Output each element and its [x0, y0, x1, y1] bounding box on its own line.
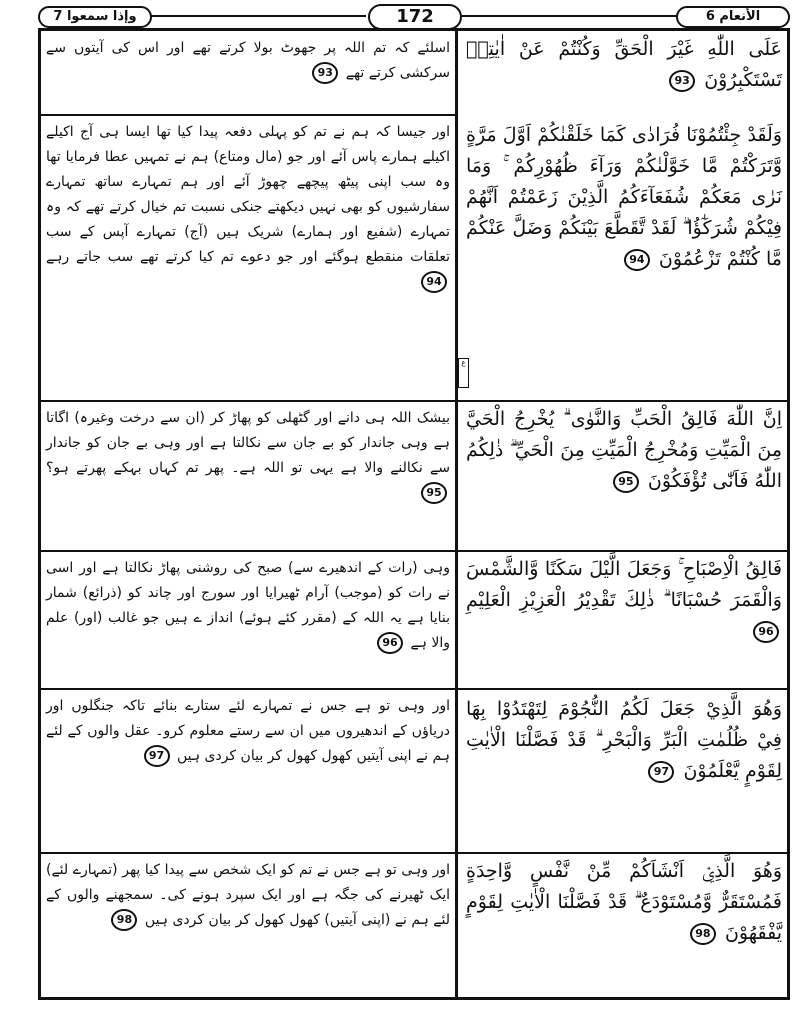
juz-label: وإذا سمعوا 7 [38, 6, 152, 28]
ayah-number-marker: 98 [111, 909, 137, 931]
verse-arabic: وَهُوَ الَّذِيْۤ اَنْشَاَكُمْ مِّنْ نَّفْسٍ وَّاحِدَةٍ فَمُسْتَقَرٌّ وَّمُسْتَوْدَعٌ ۗ قَدْ فَصَّلْنَا الْاٰيٰتِ لِقَوْمٍ يَّفْقَهُوْنَ 98 [466, 860, 782, 944]
ayah-number-marker: 94 [624, 249, 650, 271]
surah-label: الأنعام 6 [676, 6, 790, 28]
ayah-number-marker: 93 [312, 62, 338, 84]
header-rule-right [462, 15, 678, 17]
verse-arabic: عَلَى اللّٰهِ غَيْرَ الْحَقِّ وَكُنْتُمْ عَنْ اٰيٰتِهٖ تَسْتَكْبِرُوْنَ 93 [466, 38, 782, 91]
ayah-number-marker: 98 [690, 923, 716, 945]
ruku-margin-mark: ع [458, 358, 469, 388]
verse-arabic: اِنَّ اللّٰهَ فَالِقُ الْحَبِّ وَالنَّوٰى ۗ يُخْرِجُ الْحَيَّ مِنَ الْمَيِّتِ وَمُخْرِجُ الْمَيِّتِ مِنَ الْحَيِّ ۗ ذٰلِكُمُ اللّٰهُ فَاَنّٰى تُؤْفَكُوْنَ 95 [466, 408, 782, 492]
verse-arabic: وَهُوَ الَّذِيْ جَعَلَ لَكُمُ النُّجُوْمَ لِتَهْتَدُوْا بِهَا فِيْ ظُلُمٰتِ الْبَرِّ وَالْبَحْرِ ۗ قَدْ فَصَّلْنَا الْاٰيٰتِ لِقَوْمٍ يَّعْلَمُوْنَ 97 [466, 698, 782, 782]
page-header [38, 4, 790, 28]
page-number: 172 [368, 4, 462, 30]
ayah-number-marker: 95 [613, 471, 639, 493]
verse-arabic: وَلَقَدْ جِئْتُمُوْنَا فُرَادٰى كَمَا خَلَقْنٰكُمْ اَوَّلَ مَرَّةٍ وَّتَرَكْتُمْ مَّا خَوَّلْنٰكُمْ وَرَآءَ ظُهُوْرِكُمْ ۚ وَمَا نَرٰى مَعَكُمْ شُفَعَآءَكُمُ الَّذِيْنَ زَعَمْتُمْ اَنَّهُمْ فِيْكُمْ شُرَكٰٓؤُا ۗ لَقَدْ تَّقَطَّعَ بَيْنَكُمْ وَضَلَّ عَنْكُمْ مَّا كُنْتُمْ تَزْعُمُوْنَ 94 [466, 124, 782, 270]
ayah-number-marker: 95 [421, 482, 447, 504]
verse-separator [41, 852, 790, 854]
verse-urdu: اور وہی تو ہے جس نے تمہارے لئے ستارے بنائے تاکہ جنگلوں اور دریاؤں کے اندھیروں میں ان سے رستے معلوم کرو۔ عقل والوں کے لئے ہم نے اپنی آیتیں کھول کھول کر بیان کردی ہیں 97 [46, 694, 450, 769]
column-divider [455, 28, 458, 1000]
verse-urdu: اسلئے کہ تم اللہ پر جھوٹ بولا کرتے تھے اور اس کی آیتوں سے سرکشی کرتے تھے 93 [46, 36, 450, 86]
ayah-number-marker: 93 [669, 70, 695, 92]
header-rule-left [150, 15, 366, 17]
verse-arabic: فَالِقُ الْاِصْبَاحِ ۚ وَجَعَلَ الَّيْلَ سَكَنًا وَّالشَّمْسَ وَالْقَمَرَ حُسْبَانًا ۗ ذٰلِكَ تَقْدِيْرُ الْعَزِيْزِ الْعَلِيْمِ 96 [466, 554, 782, 647]
verse-separator [41, 688, 790, 690]
verse-urdu: اور وہی تو ہے جس نے تم کو ایک شخص سے پیدا کیا پھر (تمہارے لئے) ایک ٹھیرنے کی جگہ ہے اور ایک سپرد ہونے کی۔ سمجھنے والوں کے لئے ہم نے (اپنی آیتیں) کھول کھول کر بیان کردی ہیں 98 [46, 858, 450, 933]
ayah-number-marker: 94 [421, 271, 447, 293]
verse-urdu: اور جیسا کہ ہم نے تم کو پہلی دفعہ پیدا کیا تھا ایسا ہی آج اکیلے اکیلے ہمارے پاس آئے اور جو (مال ومتاع) ہم نے تمہیں عطا فرمایا تھا وہ سب اپنی پیٹھ پیچھے چھوڑ آئے اور ہم تمہارے ساتھ تمہارے سفارشیوں کو بھی نہیں دیکھتے جنکی نسبت تم خیال کرتے تھے کہ وہ تمہارے (شفیع اور ہمارے) شریک ہیں (آج) تمہارے آپس کے سب تعلقات منقطع ہوگئے اور جو دعوے تم کیا کرتے تھے سب جاتے رہے 94 [46, 120, 450, 295]
verse-separator [41, 114, 455, 116]
verse-urdu: وہی (رات کے اندھیرے سے) صبح کی روشنی پھاڑ نکالتا ہے اور اسی نے رات کو (موجب) آرام ٹھیرایا اور سورج اور چاند کو (ذرائع) شمار بنایا ہے یہ اللہ کے (مقرر کئے ہوئے) انداز ے ہیں جو غالب (اور) علم والا ہے 96 [46, 556, 450, 656]
verse-separator [41, 400, 790, 402]
ayah-number-marker: 96 [377, 632, 403, 654]
ayah-number-marker: 96 [753, 621, 779, 643]
verse-separator [41, 550, 790, 552]
verse-urdu: بیشک اللہ ہی دانے اور گٹھلی کو پھاڑ کر (ان سے درخت وغیرہ) اگاتا ہے وہی جاندار کو بے جان سے نکالتا ہے اور وہی بے جان کو جاندار سے نکالنے والا ہے یہی تو اللہ ہے۔ پھر تم کہاں بہکے پھرتے ہو؟ 95 [46, 406, 450, 506]
ayah-number-marker: 97 [144, 745, 170, 767]
ayah-number-marker: 97 [648, 761, 674, 783]
